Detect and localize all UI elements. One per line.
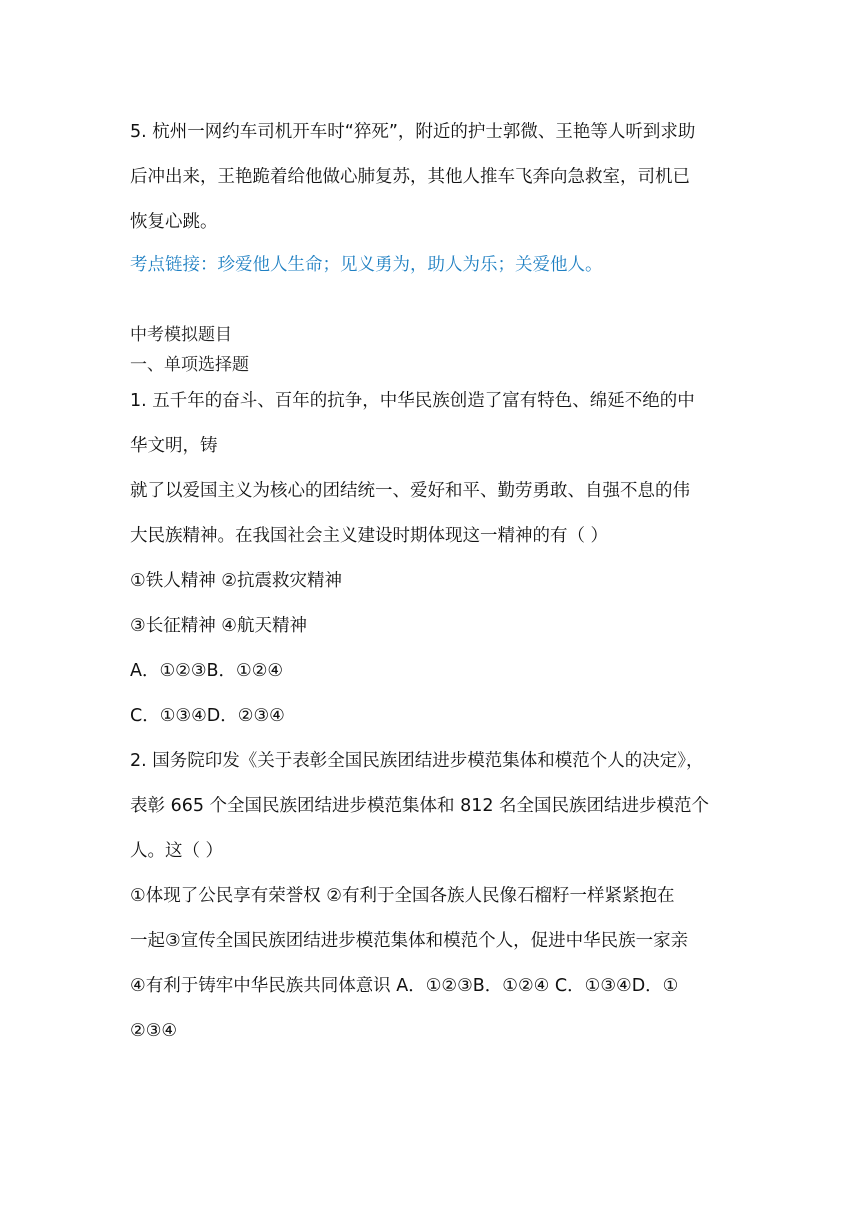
- q1-answer-line-2: C．①③④D．②③④: [130, 706, 285, 726]
- q1-option-line-1: ①铁人精神 ②抗震救灾精神: [130, 571, 342, 591]
- q2-option-line-4: ②③④: [130, 1021, 178, 1041]
- q5-line-2: 后冲出来，王艳跪着给他做心肺复苏，其他人推车飞奔向急救室，司机已: [130, 167, 690, 187]
- document-page: [130, 110, 750, 1054]
- q1-line-1: 1. 五千年的奋斗、百年的抗争，中华民族创造了富有特色、绵延不绝的中: [130, 391, 695, 411]
- q1-option-line-2: ③长征精神 ④航天精神: [130, 616, 307, 636]
- q2-line-3: 人。这（ ）: [130, 841, 224, 861]
- q2-option-line-2: 一起③宣传全国民族团结进步模范集体和模范个人，促进中华民族一家亲: [130, 931, 689, 951]
- section-title: 中考模拟题目: [130, 325, 232, 345]
- section-gap: [130, 288, 750, 321]
- exam-point-link: 考点链接：珍爱他人生命；见义勇为，助人为乐；关爱他人。: [130, 255, 603, 275]
- q2-option-line-3: ④有利于铸牢中华民族共同体意识 A．①②③B．①②④ C．①③④D．①: [130, 976, 679, 996]
- q1-answer-line-1: A．①②③B．①②④: [130, 661, 284, 681]
- q2-line-2: 表彰 665 个全国民族团结进步模范集体和 812 名全国民族团结进步模范个: [130, 796, 710, 816]
- q1-line-2: 华文明，铸: [130, 436, 218, 456]
- q1-line-3: 就了以爱国主义为核心的团结统一、爱好和平、勤劳勇敢、自强不息的伟: [130, 481, 690, 501]
- q5-line-1: 5. 杭州一网约车司机开车时“猝死”，附近的护士郭微、王艳等人听到求助: [130, 122, 696, 142]
- section-subtitle: 一、单项选择题: [130, 355, 249, 375]
- q2-line-1: 2. 国务院印发《关于表彰全国民族团结进步模范集体和模范个人的决定》，: [130, 751, 704, 771]
- q5-line-3: 恢复心跳。: [130, 212, 218, 232]
- q1-line-4: 大民族精神。在我国社会主义建设时期体现这一精神的有（ ）: [130, 526, 609, 546]
- q2-option-line-1: ①体现了公民享有荣誉权 ②有利于全国各族人民像石榴籽一样紧紧抱在: [130, 886, 675, 906]
